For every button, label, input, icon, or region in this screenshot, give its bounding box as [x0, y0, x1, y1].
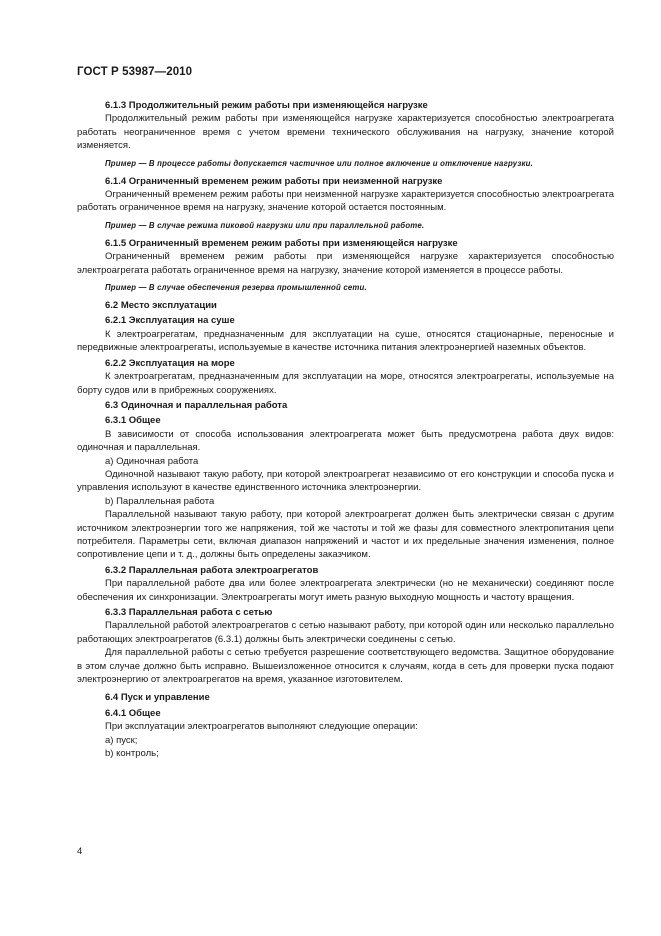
example-note: Пример — В случае обеспечения резерва промышленной сети. — [105, 283, 367, 293]
paragraph: Параллельной работой электроагрегатов с сетью называют работу, при которой один или несколько параллельно работающих электроагрегатов (6.3.1) должны быть электрически соединены с сетью. — [77, 620, 614, 645]
heading-6-3-2: 6.3.2 Параллельная работа электроагрегатов — [105, 564, 319, 576]
example-note: Пример — В случае режима пиковой нагрузки или при параллельной работе. — [105, 220, 425, 230]
paragraph: Ограниченный временем режим работы при неизменной нагрузке характеризуется способностью электроагрегата работать ограниченное время на нагрузку, значение которой остается постоянным. — [77, 189, 614, 214]
paragraph: При параллельной работе два или более электроагрегата электрически (но не механически) соединяют после обеспечения их синхронизации. Электроагрегаты могут иметь разную выходную мощность и частоту вращения. — [77, 578, 614, 603]
paragraph: Одиночной называют такую работу, при которой электроагрегат независимо от его конструкции и способа пуска и управления используют в качестве единственного источника электроэнергии. — [77, 468, 614, 494]
heading-6-2: 6.2 Место эксплуатации — [105, 300, 217, 312]
heading-6-4: 6.4 Пуск и управление — [105, 692, 210, 704]
paragraph: При эксплуатации электроагрегатов выполняют следующие операции: — [105, 721, 418, 733]
list-item-b: b) контроль; — [105, 748, 159, 760]
list-item-a: a) Одиночная работа — [105, 455, 199, 467]
heading-6-2-1: 6.2.1 Эксплуатация на суше — [105, 315, 235, 327]
heading-6-3-1: 6.3.1 Общее — [105, 415, 161, 427]
example-note: Пример — В процессе работы допускается частичное или полное включение и отключение нагрузки. — [105, 158, 533, 168]
page-number: 4 — [77, 846, 83, 857]
paragraph: В зависимости от способа использования электроагрегата может быть предусмотрена работа двух видов: одиночная и параллельная. — [77, 428, 614, 454]
heading-6-1-5: 6.1.5 Ограниченный временем режим работы при изменяющейся нагрузке — [105, 237, 458, 249]
paragraph: Параллельной называют такую работу, при которой электроагрегат должен быть электрически связан с другим источником электроэнергии того же напряжения, той же частоты и той же фазы для совместного электропитания цепи потребителя. Параметры сети, включая диапазон напряжений и частот и их предельные значения изменения, полное сопротивление цепи и т. д., должны быть определены заказчиком. — [77, 509, 614, 561]
paragraph: Для параллельной работы с сетью требуется разрешение соответствующего ведомства. Защитное оборудование в этом случае должно быть исправно. Вышеизложенное относится к случаям, когда в сеть для проверки пуска подают электроэнергию от электроагрегатов на время, указанное изготовителем. — [77, 647, 614, 686]
list-item-b: b) Параллельная работа — [105, 495, 215, 507]
document-body — [77, 97, 614, 760]
heading-6-2-2: 6.2.2 Эксплуатация на море — [105, 357, 235, 369]
heading-6-1-3: 6.1.3 Продолжительный режим работы при изменяющейся нагрузке — [105, 100, 428, 111]
paragraph: К электроагрегатам, предназначенным для эксплуатации на море, относятся электроагрегаты, используемые на борту судов или в прибрежных сооружениях. — [77, 371, 614, 396]
paragraph: К электроагрегатам, предназначенным для эксплуатации на суше, относятся стационарные, переносные и передвижные электроагрегаты, используемые в качестве источника питания электроэнергией наземных объектов. — [77, 328, 614, 354]
heading-6-3-3: 6.3.3 Параллельная работа с сетью — [105, 607, 273, 618]
heading-6-3: 6.3 Одиночная и параллельная работа — [105, 399, 288, 411]
list-item-a: a) пуск; — [105, 734, 138, 746]
document-header: ГОСТ Р 53987—2010 — [77, 66, 193, 78]
heading-6-1-4: 6.1.4 Ограниченный временем режим работы при неизменной нагрузке — [105, 175, 443, 187]
paragraph: Ограниченный временем режим работы при изменяющейся нагрузке характеризуется способностью электроагрегата работать ограниченное время на нагрузку, значение которой изменяется в процессе работы. — [77, 251, 614, 276]
paragraph: Продолжительный режим работы при изменяющейся нагрузке характеризуется способностью электроагрегата работать неограниченное время с учетом времени технического обслуживания на нагрузку, значение которой изменяется. — [77, 113, 614, 152]
heading-6-4-1: 6.4.1 Общее — [105, 707, 161, 719]
